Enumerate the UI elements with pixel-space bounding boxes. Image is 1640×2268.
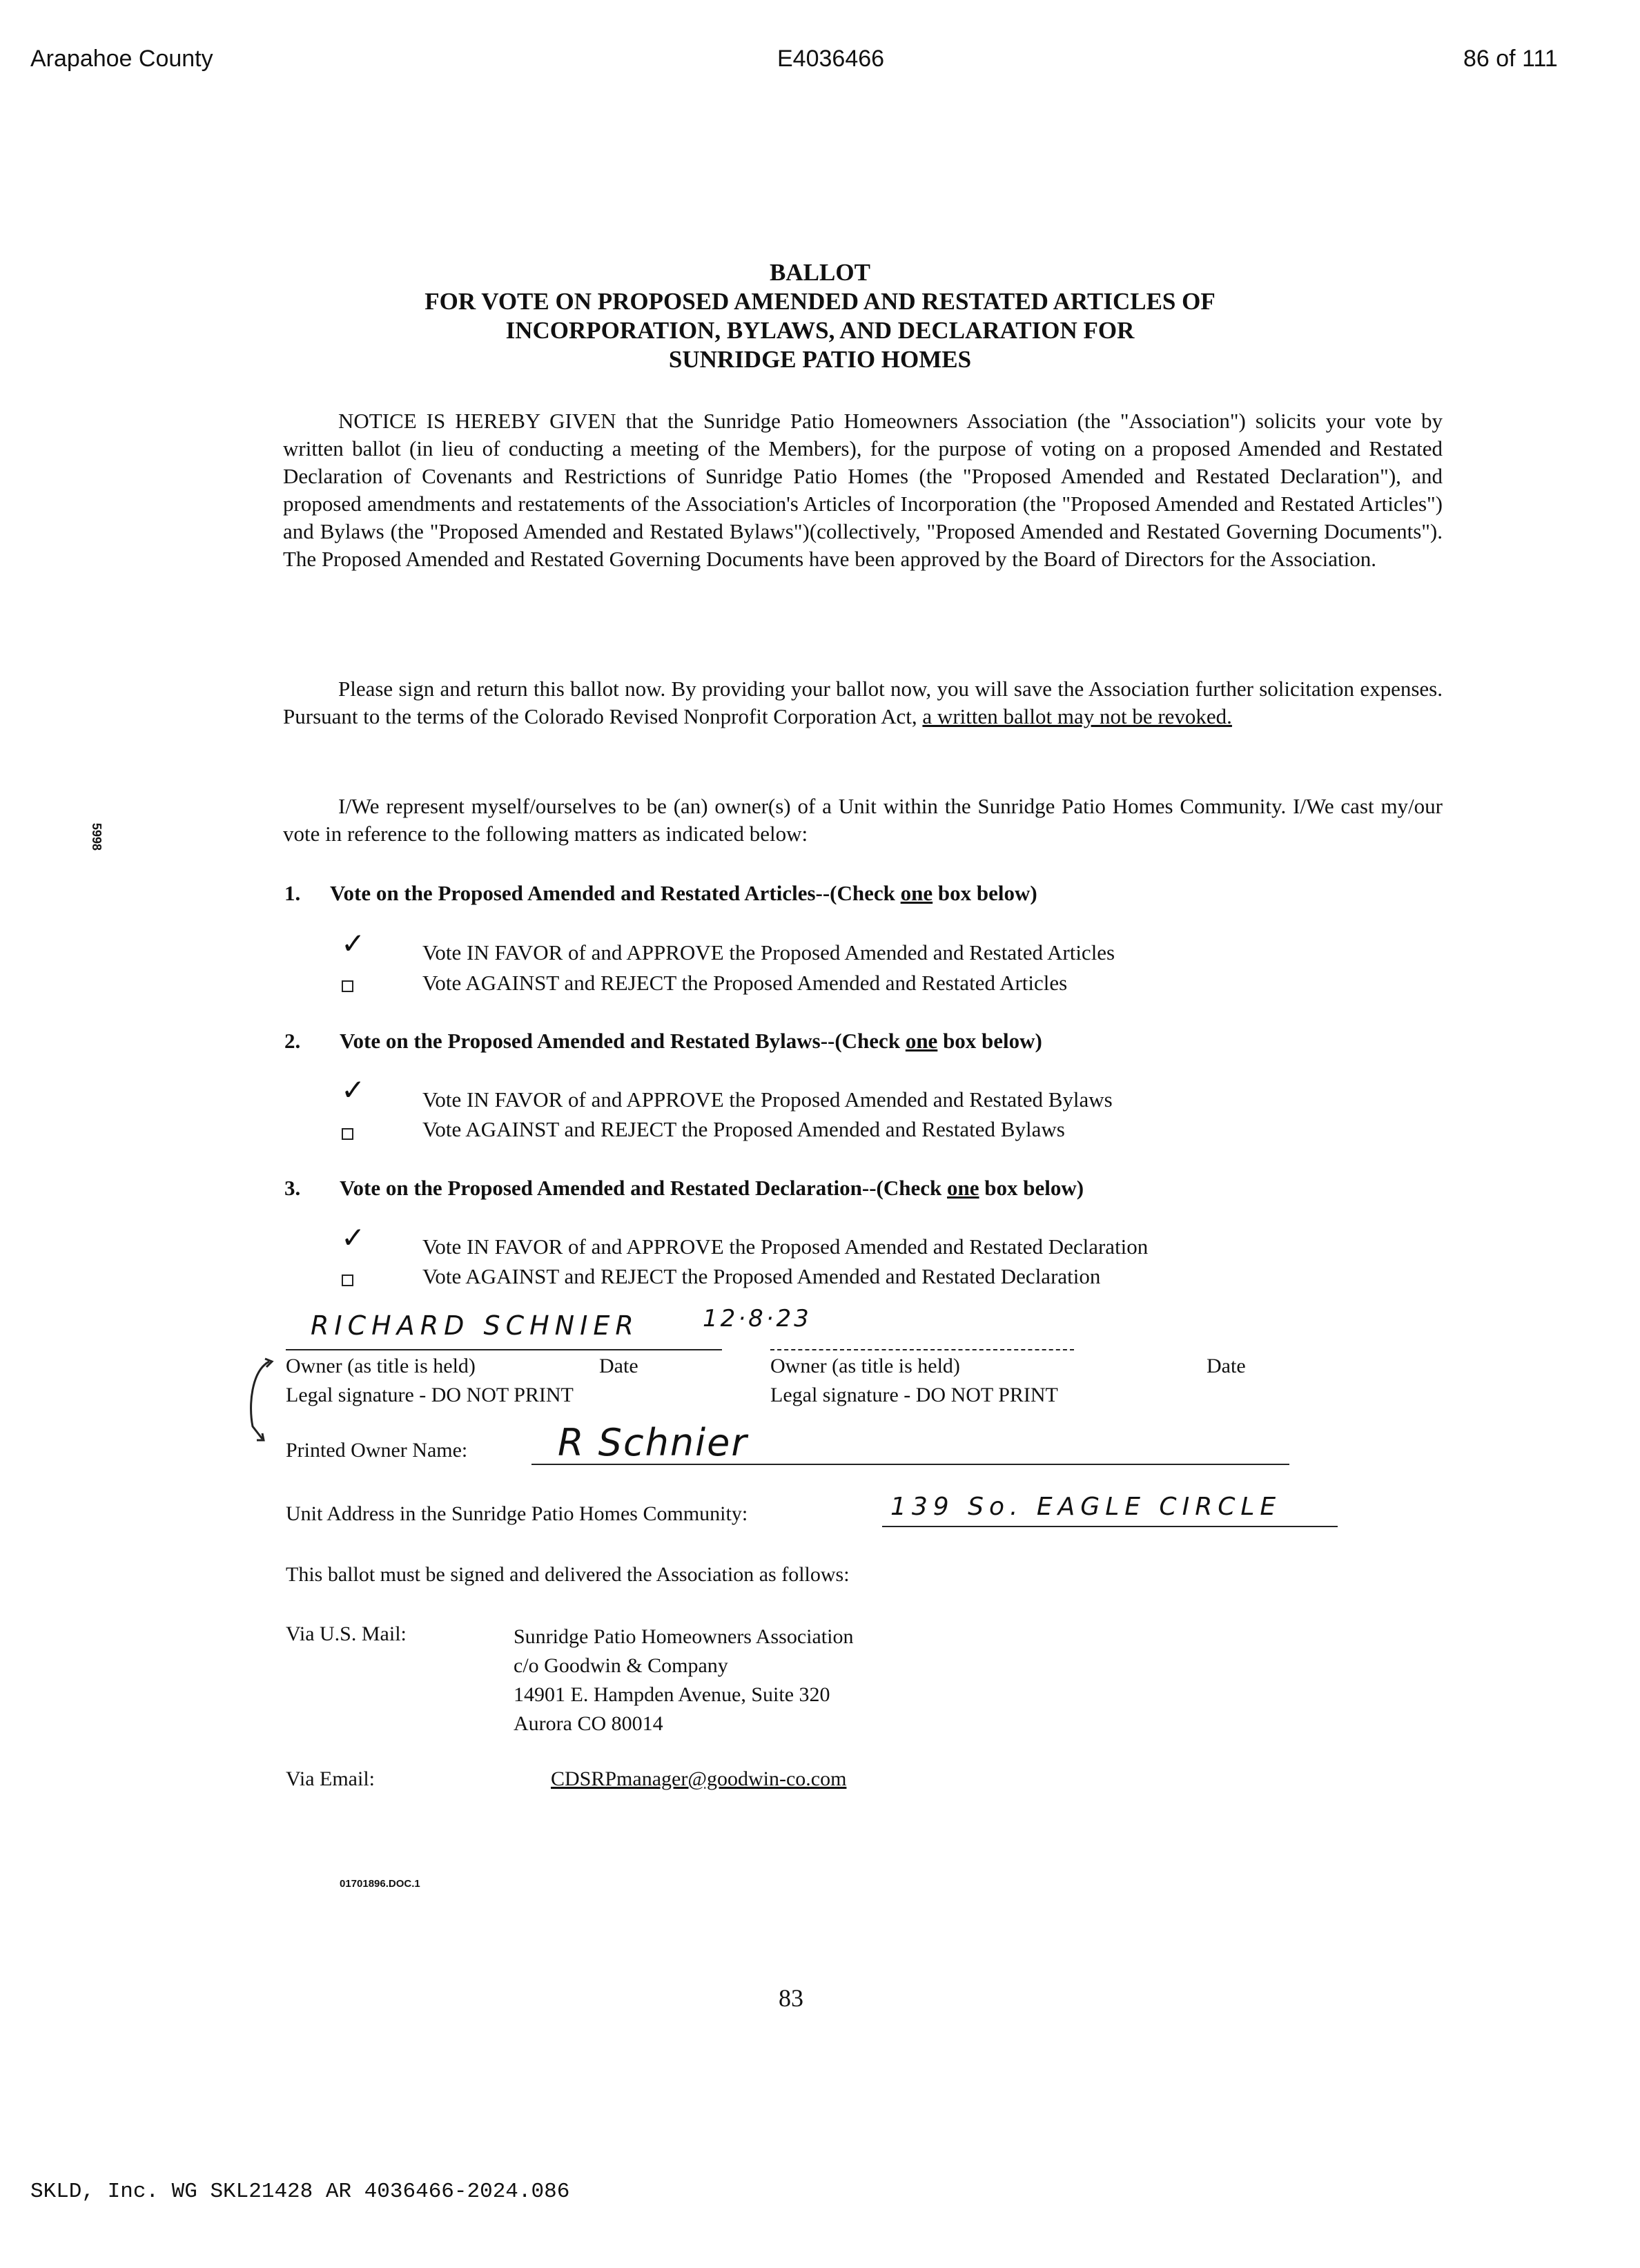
page-number: 83 xyxy=(779,1984,803,2012)
delivery-instructions: This ballot must be signed and delivered the Association as follows: xyxy=(286,1563,850,1586)
question-2-number: 2. xyxy=(284,1029,301,1053)
handwritten-date: 12·8·23 xyxy=(703,1305,812,1332)
date-label-2: Date xyxy=(1207,1355,1246,1377)
date-label-1: Date xyxy=(599,1355,638,1377)
signature-line-2 xyxy=(770,1349,1074,1350)
question-3-against-checkbox[interactable] xyxy=(342,1274,353,1286)
signature-line-1 xyxy=(286,1349,722,1350)
header-page-count: 86 of 111 xyxy=(1463,46,1558,72)
question-3-against-label: Vote AGAINST and REJECT the Proposed Amended and Restated Declaration xyxy=(422,1264,1101,1288)
question-2-favor-checkmark[interactable]: ✓ xyxy=(341,1073,366,1107)
please-paragraph: Please sign and return this ballot now. By providing your ballot now, you will save the Association further solicitation expenses. Pursuant to the terms of the Colorado Revised Nonprofit Corporation Act, a written ballot may not be revoked. xyxy=(283,677,1443,728)
mail-label: Via U.S. Mail: xyxy=(286,1622,407,1645)
header-county: Arapahoe County xyxy=(30,46,213,72)
footer-recording-info: SKLD, Inc. WG SKL21428 AR 4036466-2024.086 xyxy=(30,2180,570,2204)
question-2-against-checkbox[interactable] xyxy=(342,1128,353,1140)
question-1-number: 1. xyxy=(284,881,301,905)
question-3-favor-label: Vote IN FAVOR of and APPROVE the Proposed Amended and Restated Declaration xyxy=(422,1234,1149,1259)
notice-paragraph: NOTICE IS HEREBY GIVEN that the Sunridge Patio Homeowners Association (the "Association") solicits your vote by written ballot (in lieu of conducting a meeting of the Members), for the purpose of voting on a proposed Amended and Restated Declaration of Covenants and Restrictions of Sunridge Patio Homes (the "Proposed Amended and Restated Declaration"), and proposed amendments and restatements of the Association's Articles of Incorporation (the "Proposed Amended and Restated Articles") and Bylaws (the "Proposed Amended and Restated Bylaws")(collectively, "Proposed Amended and Restated Governing Documents"). The Proposed Amended and Restated Governing Documents have been approved by the Board of Directors for the Association. xyxy=(283,409,1443,571)
question-1-favor-checkmark[interactable]: ✓ xyxy=(341,927,366,960)
email-address-link[interactable]: CDSRPmanager@goodwin-co.com xyxy=(551,1767,847,1790)
question-3-number: 3. xyxy=(284,1176,301,1200)
question-2-against-label: Vote AGAINST and REJECT the Proposed Amended and Restated Bylaws xyxy=(422,1117,1065,1141)
printed-owner-signature: R Schnier xyxy=(558,1421,748,1464)
question-1-heading: Vote on the Proposed Amended and Restated Articles--(Check one box below) xyxy=(330,881,1037,905)
question-2-favor-label: Vote IN FAVOR of and APPROVE the Proposed Amended and Restated Bylaws xyxy=(422,1087,1113,1112)
document-code: 01701896.DOC.1 xyxy=(340,1878,420,1890)
question-3-heading: Vote on the Proposed Amended and Restated Declaration--(Check one box below) xyxy=(340,1176,1084,1200)
question-1-against-checkbox[interactable] xyxy=(342,980,353,992)
owner-title-label-2: Owner (as title is held) xyxy=(770,1355,960,1377)
printed-owner-name-label: Printed Owner Name: xyxy=(286,1439,468,1462)
handwritten-owner-name: RICHARD SCHNIER xyxy=(311,1310,639,1341)
question-3-favor-checkmark[interactable]: ✓ xyxy=(341,1221,366,1254)
ballot-title: BALLOT FOR VOTE ON PROPOSED AMENDED AND RESTATED ARTICLES OF INCORPORATION, BYLAWS, AND DECLARATION FOR SUNRIDGE PATIO HOMES xyxy=(424,259,1216,373)
legal-signature-label-1: Legal signature - DO NOT PRINT xyxy=(286,1384,574,1406)
question-1-favor-label: Vote IN FAVOR of and APPROVE the Proposed Amended and Restated Articles xyxy=(422,940,1115,965)
unit-address-label: Unit Address in the Sunridge Patio Homes Community: xyxy=(286,1502,748,1525)
representation-paragraph: I/We represent myself/ourselves to be (an) owner(s) of a Unit within the Sunridge Patio Homes Community. I/We cast my/our vote in reference to the following matters as indicated below: xyxy=(283,794,1443,846)
owner-title-label-1: Owner (as title is held) xyxy=(286,1355,476,1377)
header-reception-number: E4036466 xyxy=(777,46,885,72)
side-mark: 5998 xyxy=(90,823,104,851)
legal-signature-label-2: Legal signature - DO NOT PRINT xyxy=(770,1384,1058,1406)
bracket-arrow-annotation xyxy=(244,1357,279,1447)
question-1-against-label: Vote AGAINST and REJECT the Proposed Amended and Restated Articles xyxy=(422,971,1068,995)
unit-address-value: 139 So. EAGLE CIRCLE xyxy=(890,1493,1282,1521)
question-2-heading: Vote on the Proposed Amended and Restated Bylaws--(Check one box below) xyxy=(340,1029,1042,1053)
unit-address-line xyxy=(882,1526,1338,1527)
mail-address: Sunridge Patio Homeowners Association c/o Goodwin & Company 14901 E. Hampden Avenue, Suite 320 Aurora CO 80014 xyxy=(514,1625,854,1735)
email-label: Via Email: xyxy=(286,1767,375,1790)
